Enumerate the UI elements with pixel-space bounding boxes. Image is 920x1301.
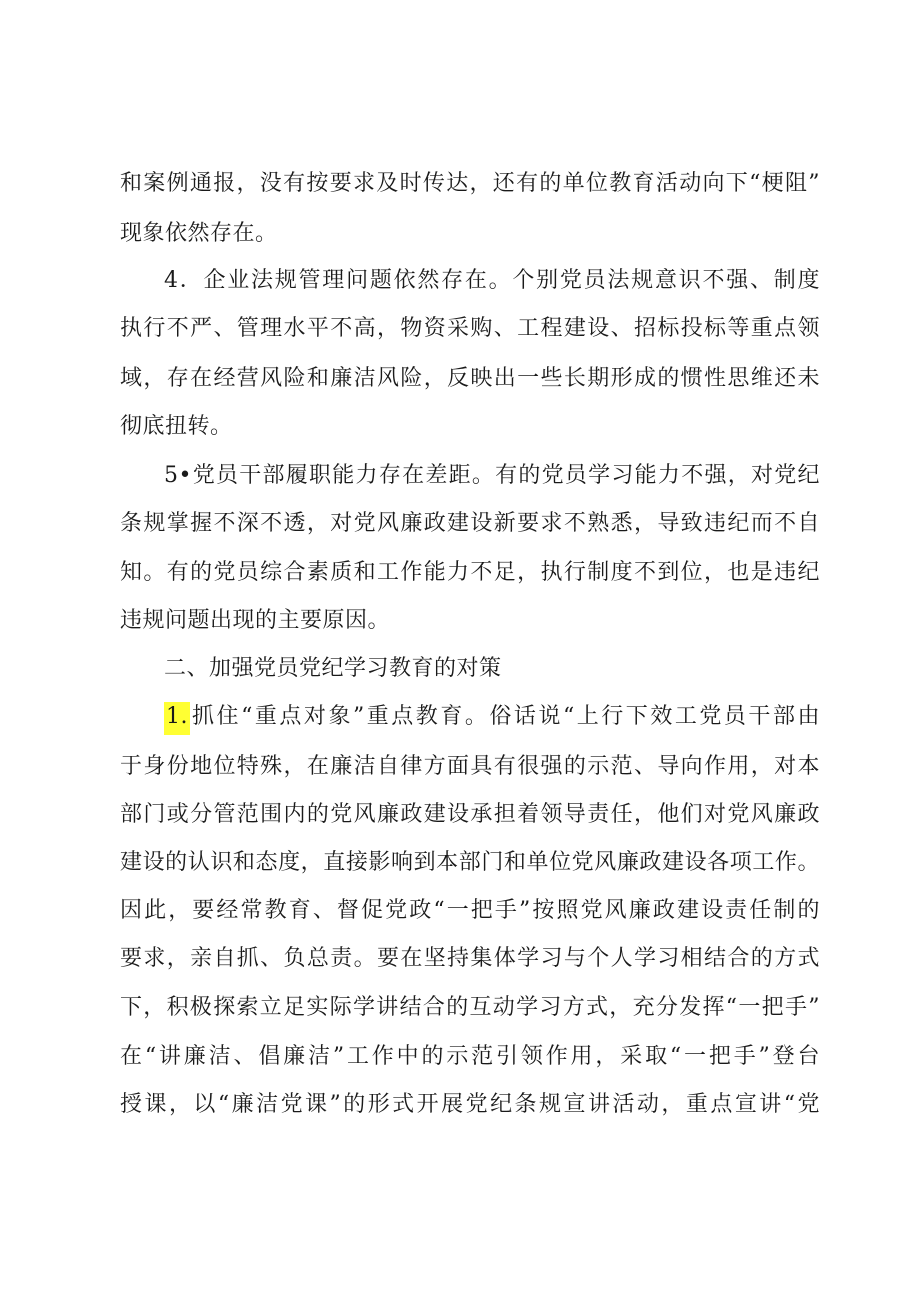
paragraph-line: 条规掌握不深不透，对党风廉政建设新要求不熟悉，导致违纪而不自 (120, 511, 820, 536)
paragraph-line: 5•党员干部履职能力存在差距。有的党员学习能力不强，对党纪 (164, 463, 820, 488)
paragraph-line: 知。有的党员综合素质和工作能力不足，执行制度不到位，也是违纪 (120, 560, 820, 585)
paragraph-line: 下，积极探索立足实际学讲结合的互动学习方式，充分发挥“一把手” (120, 995, 820, 1020)
paragraph-line: 建设的认识和态度，直接影响到本部门和单位党风廉政建设各项工作。 (120, 850, 820, 875)
paragraph-line: 部门或分管范围内的党风廉政建设承担着领导责任，他们对党风廉政 (120, 802, 820, 827)
paragraph-line: 于身份地位特殊，在廉洁自律方面具有很强的示范、导向作用，对本 (120, 754, 820, 779)
paragraph-line: 因此，要经常教育、督促党政“一把手”按照党风廉政建设责任制的 (120, 898, 820, 923)
paragraph-line: 现象依然存在。 (120, 221, 278, 246)
paragraph-line: 授课，以“廉洁党课”的形式开展党纪条规宣讲活动，重点宣讲“党 (120, 1092, 820, 1117)
paragraph-line: 违规问题出现的主要原因。 (120, 608, 391, 633)
paragraph-line: 彻底扭转。 (120, 414, 233, 439)
paragraph-line: 要求，亲自抓、负总责。要在坚持集体学习与个人学习相结合的方式 (120, 946, 820, 971)
paragraph-line: 在“讲廉洁、倡廉洁”工作中的示范引领作用，采取“一把手”登台 (120, 1044, 820, 1069)
paragraph-line (164, 706, 820, 728)
paragraph-line: 执行不严、管理水平不高，物资采购、工程建设、招标投标等重点领 (120, 316, 820, 341)
paragraph-line: 和案例通报，没有按要求及时传达，还有的单位教育活动向下“梗阻” (120, 171, 820, 196)
paragraph-line-text: 抓住“重点对象”重点教育。俗话说“上行下效工党员干部由 (190, 704, 820, 729)
section-heading: 二、加强党员党纪学习教育的对策 (164, 656, 502, 681)
highlighted-item-number: 1. (164, 702, 190, 735)
paragraph-line: 4．企业法规管理问题依然存在。个别党员法规意识不强、制度 (164, 268, 820, 293)
paragraph-line: 域，存在经营风险和廉洁风险，反映出一些长期形成的惯性思维还未 (120, 366, 820, 391)
